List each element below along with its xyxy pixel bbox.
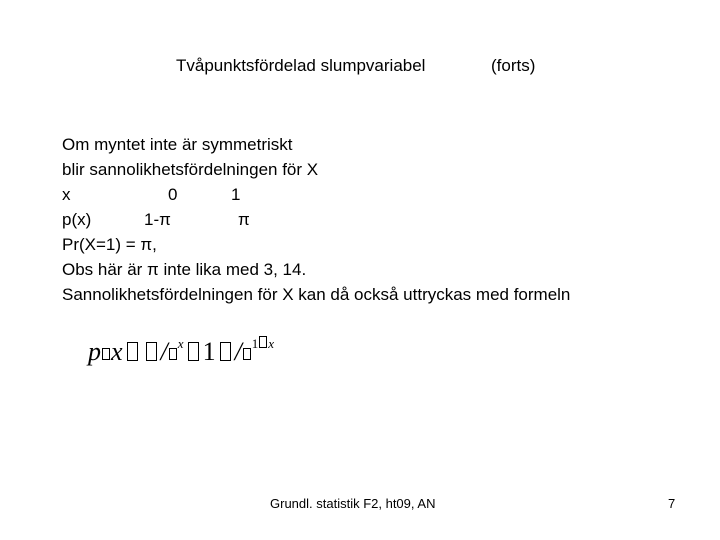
formula-one: 1 (202, 337, 216, 366)
formula-x: x (111, 337, 123, 366)
formula-exponent (252, 336, 274, 351)
distribution-row-x (62, 182, 570, 207)
formula-exponent-x2: x (268, 336, 275, 351)
formula-exponent-x: x (177, 336, 184, 351)
slide-body (62, 132, 570, 307)
title-suffix: (forts) (491, 56, 536, 75)
formula-slash: / (234, 337, 242, 366)
p-value-1: π (238, 210, 250, 229)
title-main: Tvåpunktsfördelad slumpvariabel (176, 56, 426, 75)
formula-glyph-box (188, 342, 199, 361)
formula-p: p (88, 337, 101, 366)
formula-exponent-one: 1 (251, 336, 259, 351)
formula-glyph-box (127, 342, 138, 361)
formula-glyph-box (243, 348, 251, 360)
formula-slash: / (160, 337, 168, 366)
distribution-row-p (62, 207, 570, 232)
formula-glyph-box (220, 342, 231, 361)
formula-glyph-box (259, 336, 267, 348)
body-line-obs: Obs här är π inte lika med 3, 14. (62, 260, 307, 279)
formula-glyph-box (102, 348, 110, 360)
formula-glyph-box (146, 342, 157, 361)
x-value-1: 1 (231, 185, 241, 204)
body-line-1: Om myntet inte är symmetriskt (62, 135, 293, 154)
x-label: x (62, 185, 71, 204)
body-line-2: blir sannolikhetsfördelningen för X (62, 160, 319, 179)
formula-glyph-box (169, 348, 177, 360)
body-line-formula-intro: Sannolikhetsfördelningen för X kan då också uttryckas med formeln (62, 285, 571, 304)
body-line-pr: Pr(X=1) = π, (62, 235, 157, 254)
probability-formula (88, 336, 274, 367)
p-label: p(x) (62, 210, 92, 229)
page-number: 7 (668, 496, 676, 511)
p-value-0: 1-π (144, 210, 171, 229)
x-value-0: 0 (168, 185, 178, 204)
footer-text: Grundl. statistik F2, ht09, AN (270, 496, 436, 511)
